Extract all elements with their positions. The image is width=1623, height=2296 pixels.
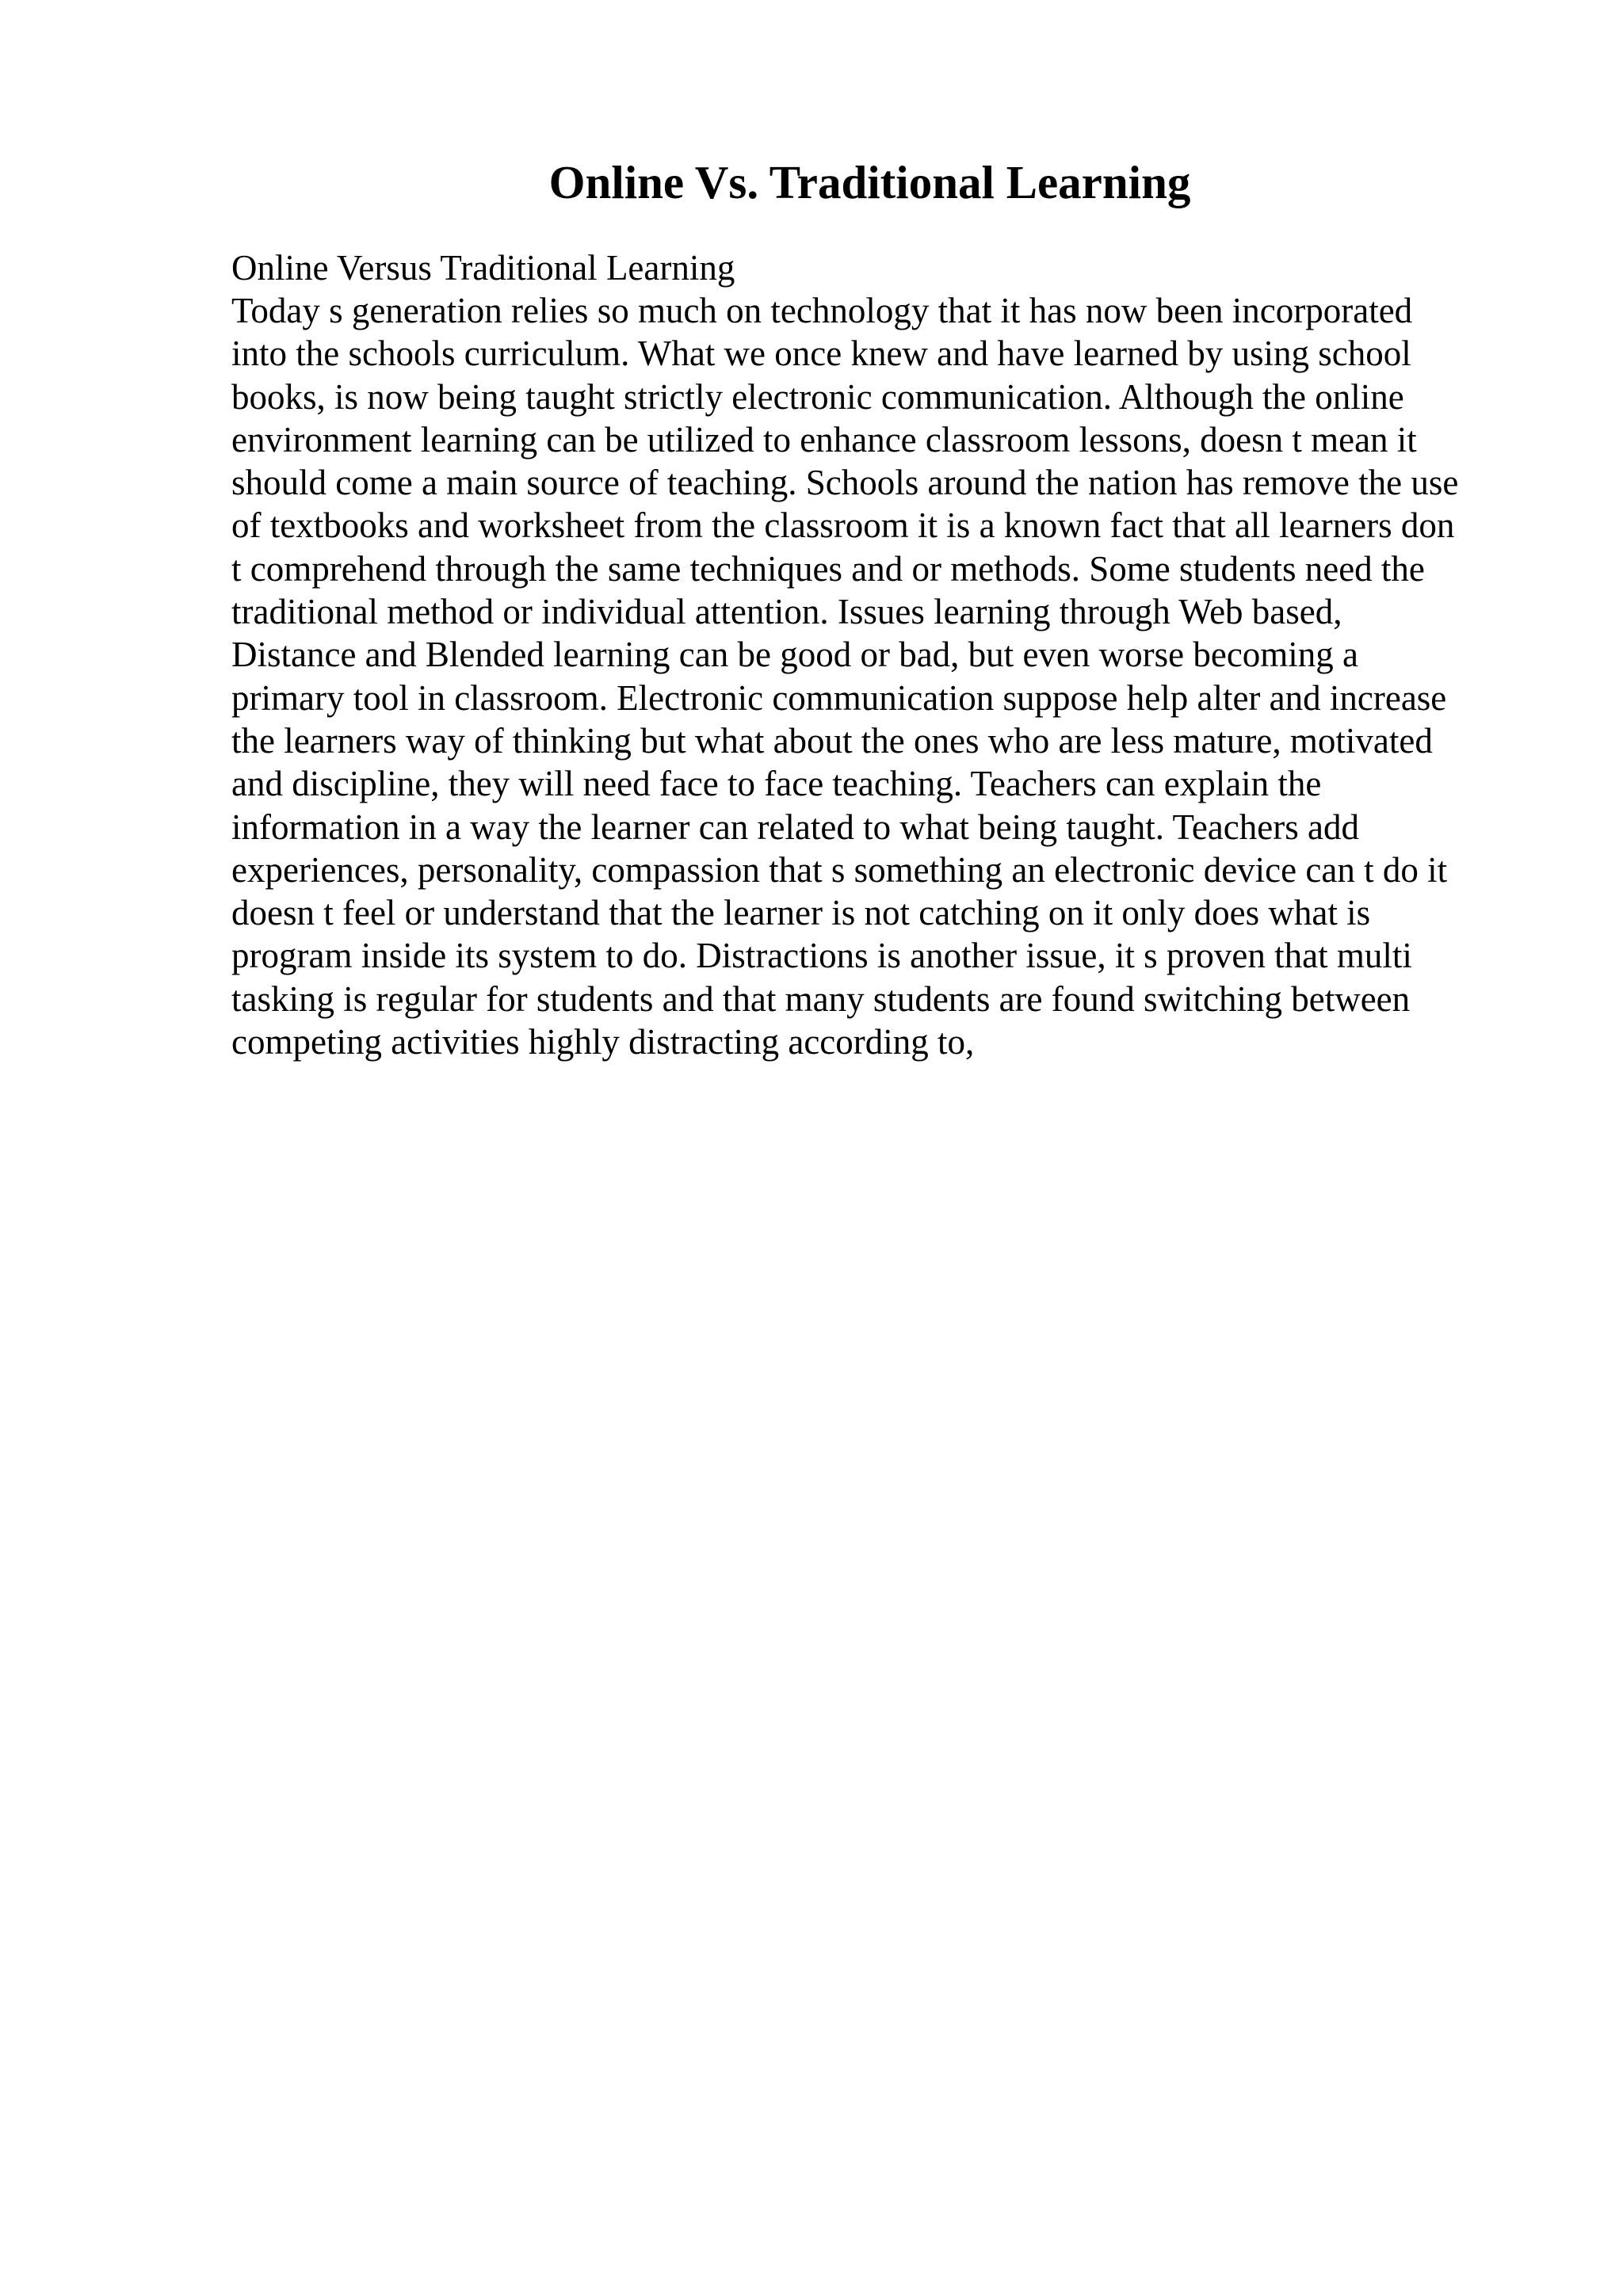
body-line: and discipline, they will need face to face teaching. Teachers can explain the	[231, 764, 1322, 804]
body-line: tasking is regular for students and that many students are found switching between	[231, 978, 1411, 1019]
body-line: the learners way of thinking but what about the ones who are less mature, motivated	[231, 720, 1433, 761]
body-line: Distance and Blended learning can be good or bad, but even worse becoming a	[231, 635, 1359, 675]
body-line: primary tool in classroom. Electronic communication suppose help alter and increase	[231, 677, 1447, 718]
body-line: program inside its system to do. Distractions is another issue, it s proven that multi	[231, 936, 1412, 976]
body-line: information in a way the learner can related to what being taught. Teachers add	[231, 807, 1359, 847]
body-line: into the schools curriculum. What we once knew and have learned by using school	[231, 334, 1411, 374]
body-line: should come a main source of teaching. Schools around the nation has remove the use	[231, 463, 1459, 503]
body-line: environment learning can be utilized to enhance classroom lessons, doesn t mean it	[231, 419, 1417, 460]
body-line: books, is now being taught strictly electronic communication. Although the online	[231, 376, 1404, 417]
body-line: t comprehend through the same techniques and or methods. Some students need the	[231, 548, 1425, 589]
document-subtitle: Online Versus Traditional Learning	[231, 248, 735, 288]
body-line: Today s generation relies so much on technology that it has now been incorporated	[231, 291, 1413, 330]
body-line: of textbooks and worksheet from the classroom it is a known fact that all learners don	[231, 505, 1455, 546]
document-body	[231, 289, 1610, 1063]
body-line: traditional method or individual attention. Issues learning through Web based,	[231, 592, 1342, 632]
body-line: doesn t feel or understand that the learner is not catching on it only does what is	[231, 893, 1371, 933]
document-title: Online Vs. Traditional Learning	[548, 156, 1191, 208]
body-line: experiences, personality, compassion that s something an electronic device can t do it	[231, 849, 1448, 890]
body-line: competing activities highly distracting according to,	[231, 1022, 975, 1062]
